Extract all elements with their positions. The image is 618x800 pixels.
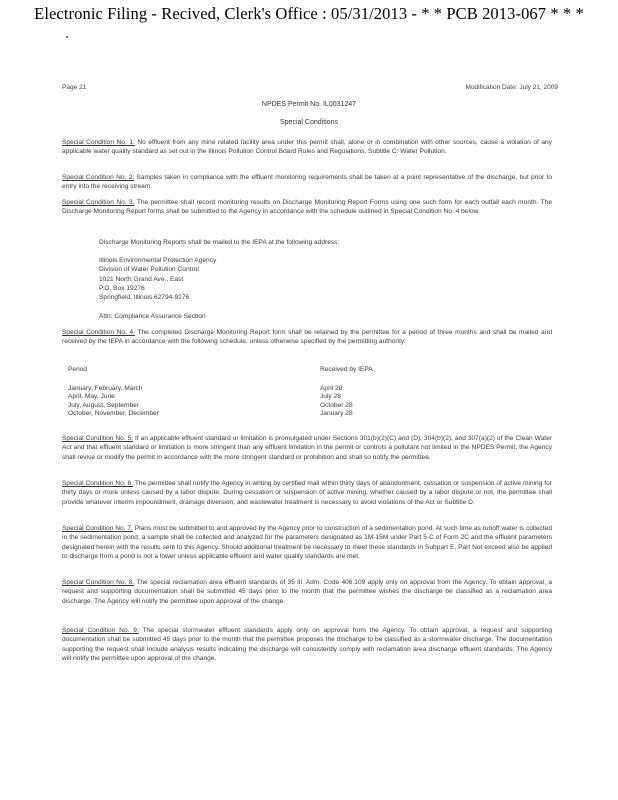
filing-stamp: Electronic Filing - Recived, Clerk's Office : 05/31/2013 - * * PCB 2013-067 * * * bbox=[34, 4, 584, 23]
schedule-period: January, February, March bbox=[68, 384, 143, 392]
schedule-received: January 28 bbox=[320, 410, 353, 418]
special-condition-9 bbox=[62, 626, 552, 663]
schedule-row bbox=[68, 402, 528, 411]
condition-text: The permittee shall notify the Agency in writing by certified mail within thirty days of abandonment, cessation or suspension of active mining for thirty days or more unless caused by a labor dispute. During cessation or suspension of active mining, whether caused by a labor dispute or not, the permittee shall provide whatever interim impoundment, drainage diversion, and wastewater treatment is necessary to avoid violations of the Act or Subtitle D. bbox=[62, 480, 552, 506]
condition-label: Special Condition No. 1. bbox=[62, 139, 135, 146]
page-number: Page 21 bbox=[62, 84, 87, 91]
schedule-period: April, May, June bbox=[68, 393, 115, 401]
header-period: Period bbox=[68, 366, 88, 373]
permit-number: NPDES Permit No. IL0031247 bbox=[261, 101, 357, 108]
schedule-period: October, November, December bbox=[68, 410, 159, 418]
condition-text: The special stormwater effluent standards apply only on approval from the Agency. To obtain approval, a request and supporting documentation shall be submitted 45 days prior to the month that the permittee proposes the discharge to be classified as a stormwater discharge. The documentation supporting the request shall include analysis results indicating the discharge will consistently comply with reclamation area discharge effluent standards. The Agency will notify the permittee upon approval of the change. bbox=[62, 627, 552, 662]
submission-schedule bbox=[68, 366, 528, 419]
schedule-received: October 28 bbox=[320, 401, 353, 409]
special-condition-8 bbox=[62, 578, 552, 606]
address-line: Division of Water Pollution Control bbox=[99, 266, 199, 274]
special-condition-1 bbox=[62, 138, 552, 157]
special-condition-6 bbox=[62, 479, 552, 507]
schedule-row bbox=[68, 393, 528, 402]
condition-label: Special Condition No. 2. bbox=[62, 174, 135, 181]
schedule-header bbox=[68, 366, 528, 375]
condition-label: Special Condition No. 4. bbox=[62, 329, 135, 336]
special-condition-3 bbox=[62, 198, 552, 217]
section-title: Special Conditions bbox=[280, 119, 338, 126]
condition-label: Special Condition No. 9. bbox=[62, 627, 139, 634]
schedule-period: July, August, September bbox=[68, 401, 139, 409]
mailing-attn: Attn: Compliance Assurance Section bbox=[99, 313, 206, 320]
condition-text: Samples taken in compliance with the effluent monitoring requirements shall be taken at a point representative of the discharge, but prior to entry into the receiving stream. bbox=[62, 174, 552, 191]
header-received: Received by IEPA bbox=[320, 366, 373, 373]
mailing-address bbox=[99, 256, 216, 302]
condition-text: The permittee shall record monitoring results on Discharge Monitoring Report Forms using one such form for each outfall each month. The Discharge Monitoring Report forms shall be submitted to the Agency in accordance with the schedule outlined in Special Condition No. 4 below. bbox=[62, 199, 552, 216]
condition-text: If an applicable effluent standard or limitation is promulgated under Sections 301(b)(2)(C) and (D), 304(b)(2), and 307(a)(2) of the Clean Water Act and that effluent standard or limitation is more stringent than any effluent limitation in the permit or controls a pollutant not limited in the NPDES Permit, the Agency shall revise or modify the permit in accordance with the more stringent standard or prohibition and shall so notify the permittee. bbox=[62, 435, 552, 461]
condition-label: Special Condition No. 3. bbox=[62, 199, 135, 206]
scan-speck bbox=[66, 36, 68, 38]
schedule-row bbox=[68, 410, 528, 419]
mailing-intro: Discharge Monitoring Reports shall be mailed to the IEPA at the following address: bbox=[99, 239, 340, 246]
condition-text: The special reclamation area effluent standards of 35 Ill. Adm. Code 406.109 apply only on approval from the Agency. To obtain approval, a request and supporting documentation shall be submitted 45 days prior to the month that the permittee wishes the discharge be classified as a reclamation area discharge. The Agency will notify the permittee upon approval of the change. bbox=[62, 579, 552, 605]
schedule-received: April 28 bbox=[320, 384, 343, 392]
special-condition-2 bbox=[62, 173, 552, 192]
condition-label: Special Condition No. 5. bbox=[62, 435, 134, 442]
condition-label: Special Condition No. 8. bbox=[62, 579, 135, 586]
schedule-row bbox=[68, 385, 528, 394]
address-line: Illinois Environmental Protection Agency bbox=[99, 257, 217, 264]
condition-text: The completed Discharge Monitoring Report form shall be retained by the permittee for a period of three months and shall be mailed and received by the IEPA in accordance with the following schedule, unless otherwise specified by the permitting authority. bbox=[62, 329, 552, 346]
address-line: Springfield, Illinois 62794-9276 bbox=[99, 294, 190, 302]
address-line: 1021 North Grand Ave., East bbox=[99, 275, 184, 283]
address-line: P.O. Box 19276 bbox=[99, 284, 145, 292]
special-condition-5 bbox=[62, 434, 552, 462]
special-condition-7 bbox=[62, 524, 552, 561]
condition-text: No effluent from any mine related facility area under this permit shall, alone or in combination with other sources, cause a violation of any applicable water quality standard as set out in the Illinois Pollution Control Board Rules and Regulations, Subtitle C: Water Pollution. bbox=[62, 139, 552, 156]
condition-text: Plans must be submitted to and approved by the Agency prior to construction of a sedimentation pond. At such time as runoff water is collected in the sedimentation pond, a sample shall be collected and analyzed for the parameters designated as 1M-15M under Part 5-C of Form 2C and the effluent parameters designated herein with the results sent to this Agency. Should additional treatment be necessary to meet these standards in Subpart E, Part Not exceed also be applied to discharge from a pond is not a lower unless applicable effluent and water quality standards are met. bbox=[62, 525, 552, 560]
modification-date: Modification Date: July 21, 2009 bbox=[465, 84, 558, 91]
schedule-received: July 28 bbox=[320, 393, 341, 401]
condition-label: Special Condition No. 7. bbox=[62, 525, 133, 532]
condition-label: Special Condition No. 6. bbox=[62, 480, 134, 487]
special-condition-4 bbox=[62, 328, 552, 347]
